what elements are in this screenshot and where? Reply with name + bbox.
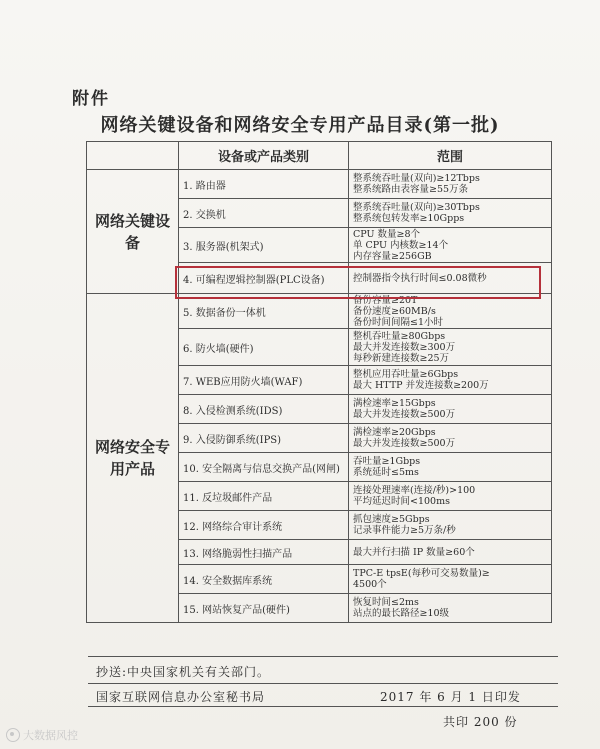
scope-line: 最大 HTTP 并发连接数≥200万	[353, 380, 489, 391]
category-cell: 13. 网络脆弱性扫描产品	[179, 540, 349, 565]
document-title: 网络关键设备和网络安全专用产品目录(第一批)	[100, 115, 500, 136]
scope-cell	[349, 228, 552, 263]
scope-line: 吞吐量≥1Gbps	[353, 456, 421, 467]
scope-line: 每秒新建连接数≥25万	[353, 352, 450, 364]
table-row	[87, 170, 552, 199]
cc-line: 抄送:中央国家机关有关部门。	[88, 656, 558, 684]
category-cell: 7. WEB应用防火墙(WAF)	[179, 366, 349, 395]
issuer-name: 国家互联网信息办公室秘书局	[96, 690, 266, 704]
scope-line: 整系统包转发率≥10Gpps	[353, 213, 465, 224]
scope-line: 备份时间间隔≤1小时	[353, 316, 444, 328]
scope-line: 单 CPU 内核数≥14个	[353, 239, 449, 251]
scope-line: 最大并发连接数≥300万	[353, 341, 456, 353]
scope-cell	[349, 511, 552, 540]
group-label: 网络关键设备	[87, 170, 179, 294]
category-cell: 14. 安全数据库系统	[179, 565, 349, 594]
scope-cell	[349, 395, 552, 424]
scope-line: 整系统吞吐量(双向)≥12Tbps	[353, 173, 480, 184]
blank-header-cell	[87, 142, 179, 170]
scope-line: 记录事件能力≥5万条/秒	[353, 525, 456, 536]
attachment-label: 附件	[72, 89, 110, 109]
scope-line: 整系统路由表容量≥55万条	[353, 184, 469, 195]
table-header-row	[87, 142, 552, 170]
category-cell: 10. 安全隔离与信息交换产品(网闸)	[179, 453, 349, 482]
scope-line: 满检速率≥15Gbps	[353, 398, 436, 409]
scope-cell	[349, 170, 552, 199]
scope-line: 备份容量≥20T	[353, 294, 418, 306]
category-cell: 4. 可编程逻辑控制器(PLC设备)	[179, 263, 349, 294]
scope-line: 控制器指令执行时间≤0.08微秒	[353, 272, 487, 284]
plc-highlight-box	[175, 266, 541, 299]
category-cell: 1. 路由器	[179, 170, 349, 199]
scope-line: 系统延时≤5ms	[353, 467, 419, 478]
group-label: 网络安全专用产品	[87, 294, 179, 623]
scope-line: 4500个	[353, 579, 387, 590]
category-cell: 12. 网络综合审计系统	[179, 511, 349, 540]
scope-cell	[349, 594, 552, 623]
footer-divider	[88, 706, 558, 707]
category-cell: 5. 数据备份一体机	[179, 294, 349, 329]
scope-line: 最大并行扫描 IP 数量≥60个	[353, 546, 475, 558]
scope-cell	[349, 565, 552, 594]
category-header: 设备或产品类别	[179, 142, 349, 170]
scope-line: 整机吞吐量≥80Gbps	[353, 330, 446, 342]
scope-line: 平均延迟时间<100ms	[353, 496, 450, 507]
scope-line: 整系统吞吐量(双向)≥30Tbps	[353, 202, 480, 213]
category-cell: 6. 防火墙(硬件)	[179, 329, 349, 366]
category-cell: 3. 服务器(机架式)	[179, 228, 349, 263]
scope-cell	[349, 366, 552, 395]
watermark	[6, 727, 78, 743]
category-cell: 11. 反垃圾邮件产品	[179, 482, 349, 511]
scope-line: CPU 数量≥8个	[353, 228, 421, 240]
scope-header: 范围	[349, 142, 552, 170]
scope-line: 恢复时间≤2ms	[353, 597, 419, 608]
scope-line: 连接处理速率(连接/秒)>100	[353, 485, 476, 496]
category-cell: 2. 交换机	[179, 199, 349, 228]
scope-line: 最大并发连接数≥500万	[353, 409, 456, 420]
scope-cell	[349, 424, 552, 453]
scope-cell	[349, 482, 552, 511]
category-cell: 8. 入侵检测系统(IDS)	[179, 395, 349, 424]
category-cell: 15. 网站恢复产品(硬件)	[179, 594, 349, 623]
scope-line: 整机应用吞吐量≥6Gbps	[353, 369, 459, 380]
scope-line: 内存容量≥256GB	[353, 250, 432, 262]
issue-date: 2017 年 6 月 1 日印发	[380, 690, 521, 704]
scope-cell	[349, 540, 552, 565]
scope-line: 最大并发连接数≥500万	[353, 438, 456, 449]
product-catalog-table	[86, 141, 552, 623]
scope-line: 站点的最长路径≥10级	[353, 608, 450, 619]
scope-line: 抓包速度≥5Gbps	[353, 514, 430, 525]
scope-line: TPC-E tpsE(每秒可交易数量)≥	[353, 568, 490, 579]
watermark-text: 大数据风控	[23, 729, 78, 742]
scope-line: 备份速度≥60MB/s	[353, 305, 436, 317]
scope-cell	[349, 453, 552, 482]
scope-cell	[349, 329, 552, 366]
copies-count: 共印 200 份	[443, 715, 518, 729]
scope-cell	[349, 199, 552, 228]
category-cell: 9. 入侵防御系统(IPS)	[179, 424, 349, 453]
weibo-icon	[6, 728, 20, 742]
scope-line: 满检速率≥20Gbps	[353, 427, 436, 438]
